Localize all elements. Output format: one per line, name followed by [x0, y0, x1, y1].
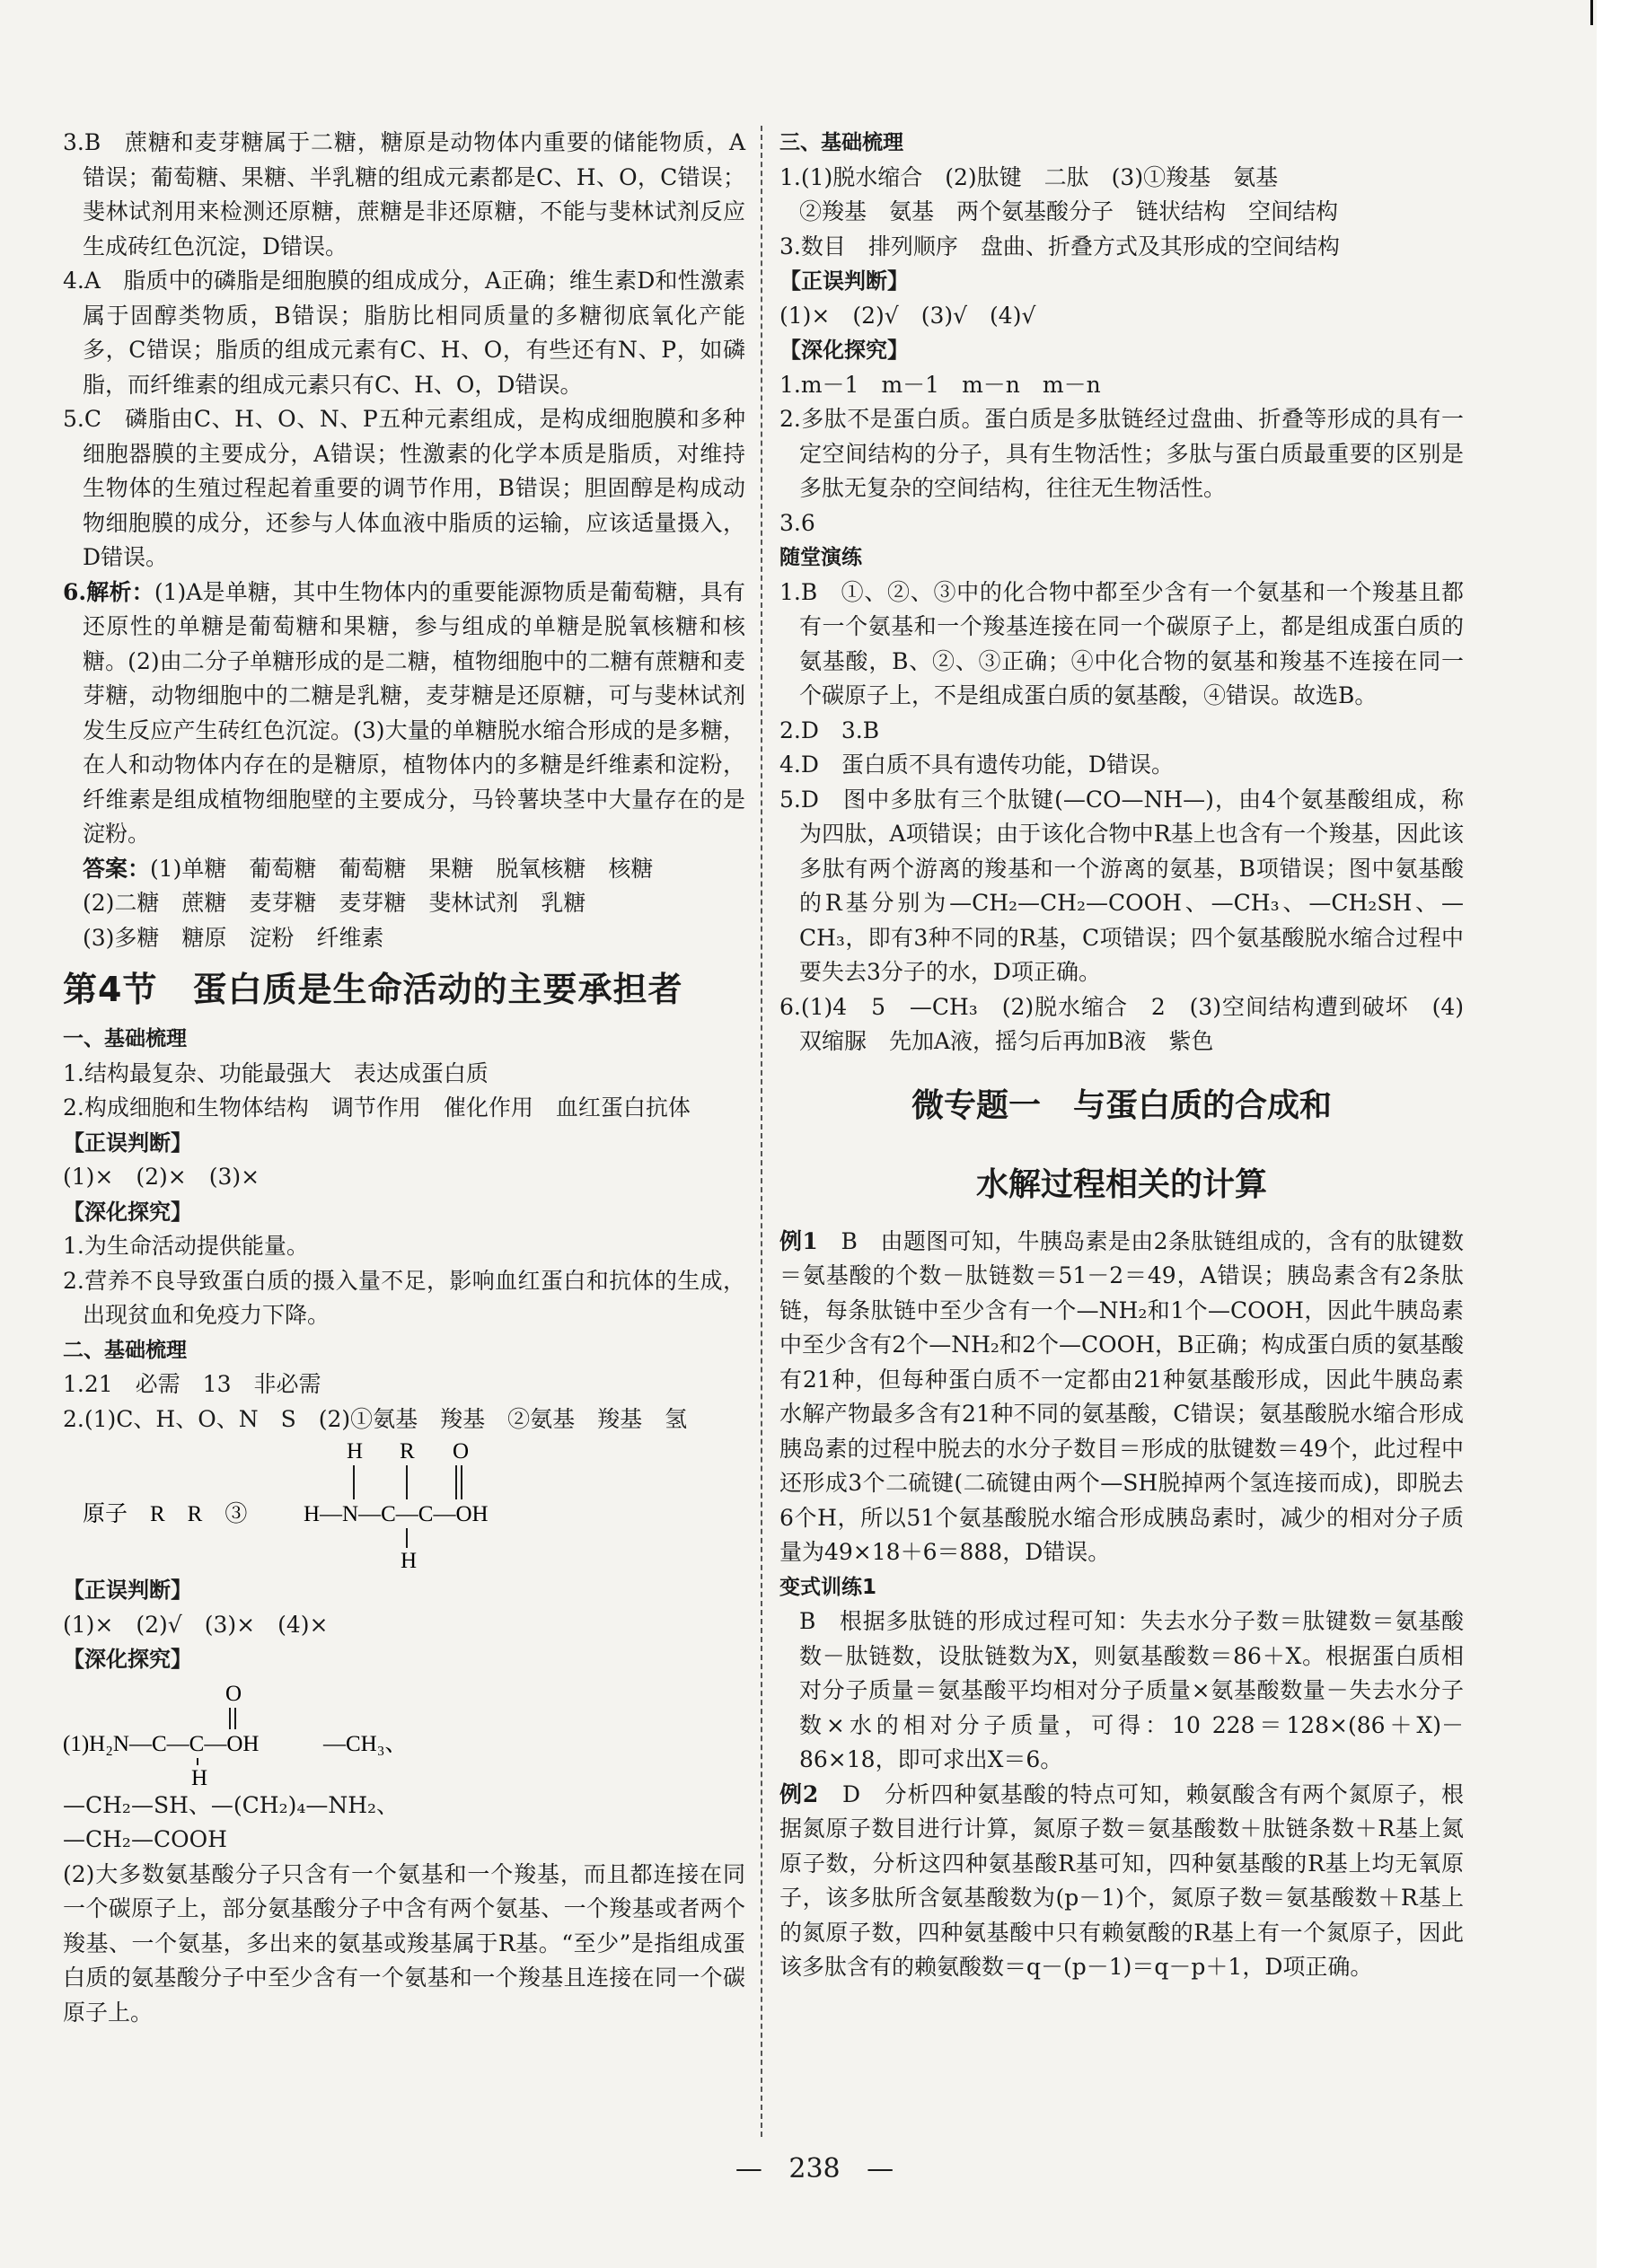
variant-training-1: B 根据多肽链的形成过程可知：失去水分子数＝肽键数＝氨基酸数－肽链数，设肽链数为X，则氨基酸数＝86＋X。根据蛋白质相对分子质量＝氨基酸平均相对分子质量×氨基酸数量－失去水分子数×水的相对分子质量，可得：10 228＝128×(86＋X)－86×18，即可求出X＝6。 [799, 1608, 1464, 1772]
variant-training-label: 变式训练1 [779, 1575, 877, 1599]
topic-title-line-2: 水解过程相关的计算 [975, 1165, 1267, 1203]
s1-explore-2: 2.营养不良导致蛋白质的摄入量不足，影响血红蛋白和抗体的生成，出现贫血和免疫力下降。 [63, 1267, 745, 1328]
answer-q6-key-1 [63, 852, 745, 887]
aa-chain: H—N—C—C—OH [304, 1502, 489, 1526]
right-column [779, 126, 1464, 1985]
s3-line-3: 3.数目 排列顺序 盘曲、折叠方式及其形成的空间结构 [779, 233, 1340, 259]
practice-head: 随堂演练 [779, 546, 862, 569]
s3-explore-1: 1.m－1 m－1 m－n m－n [779, 371, 1101, 398]
explore-box-2: 【深化探究】 [63, 1647, 192, 1672]
topic-title [779, 1067, 1464, 1225]
page-edge [1597, 0, 1629, 2268]
explore-box-1: 【深化探究】 [63, 1199, 192, 1225]
explore-structure [63, 1679, 745, 1787]
answer-q3: 3.B 蔗糖和麦芽糖属于二糖，糖原是动物体内重要的储能物质，A错误；葡萄糖、果糖、半乳糖的组成元素都是C、H、O，C错误；斐林试剂用来检测还原糖，蔗糖是非还原糖，不能与斐林试剂反应生成砖红色沉淀，D错误。 [63, 129, 745, 259]
amino-acid-formula-svg [63, 1438, 745, 1571]
ex-bottom-h: H [191, 1765, 208, 1787]
example-2 [779, 1778, 1464, 1985]
example-1 [779, 1225, 1464, 1570]
s3-line-1: 1.(1)脱水缩合 (2)肽键 二肽 (3)①羧基 氨基 [779, 163, 1279, 190]
s1-line-2: 2.构成细胞和生物体结构 调节作用 催化作用 血红蛋白抗体 [63, 1094, 691, 1121]
example-2-label: 例2 [779, 1780, 819, 1807]
q6-label: 6.解析： [63, 578, 154, 605]
explore-groups-2: —CH₂—SH、—(CH₂)₄—NH₂、 [63, 1791, 400, 1818]
aa-top-h: H [347, 1439, 364, 1464]
answer-q6 [63, 576, 745, 852]
explore-box-3: 【深化探究】 [779, 338, 909, 363]
practice-6: 6.(1)4 5 —CH₃ (2)脱水缩合 2 (3)空间结构遭到破坏 (4)双缩脲 先加A液，摇匀后再加B液 紫色 [779, 993, 1464, 1054]
s3-explore-3: 3.6 [779, 509, 815, 536]
s2-line-2: 2.(1)C、H、O、N S (2)①氨基 羧基 ②氨基 羧基 氢 [63, 1405, 688, 1432]
subsection-head-2: 二、基础梳理 [63, 1338, 187, 1362]
q6-body: (1)A是单糖，其中生物体内的重要能源物质是葡萄糖，具有还原性的单糖是葡萄糖和果糖，参与组成的单糖是脱氧核糖和核糖。(2)由二分子单糖形成的是二糖，植物细胞中的二糖有蔗糖和麦芽糖，动物细胞中的二糖是乳糖，麦芽糖是还原糖，可与斐林试剂发生反应产生砖红色沉淀。(3)大量的单糖脱水缩合形成的是多糖，在人和动物体内存在的是糖原，植物体内的多糖是纤维素和淀粉，纤维素是组成植物细胞壁的主要成分，马铃薯块茎中大量存在的是淀粉。 [83, 578, 745, 847]
answer-label: 答案： [83, 855, 151, 882]
page-footer [0, 2153, 1629, 2184]
left-column [63, 126, 745, 2030]
section-title: 第4节 蛋白质是生命活动的主要承担者 [63, 970, 683, 1009]
explore-p2: (2)大多数氨基酸分子只含有一个氨基和一个羧基，而且都连接在同一个碳原子上，部分氨基酸分子中含有两个氨基、一个羧基或者两个羧基、一个氨基，多出来的氨基或羧基属于R基。“至少”是指组成蛋白质的氨基酸分子中至少含有一个氨基和一个羧基且连接在同一个碳原子上。 [63, 1860, 745, 2026]
subsection-head-3: 三、基础梳理 [779, 131, 903, 154]
page-number: 238 [788, 2153, 841, 2184]
s2-judge: (1)× (2)√ (3)× (4)× [63, 1611, 329, 1638]
aa-top-o: O [453, 1439, 470, 1464]
judge-box-2: 【正误判断】 [63, 1578, 192, 1603]
answer-q6-key-3: (3)多糖 糖原 淀粉 纤维素 [83, 924, 384, 951]
ex-chain: (1)H₂N—C—C—OH [63, 1731, 260, 1756]
example-1-body: B 由题图可知，牛胰岛素是由2条肽链组成的，含有的肽键数＝氨基酸的个数－肽链数＝51－2＝49，A错误；胰岛素含有2条肽链，每条肽链中至少含有一个—NH₂和1个—COOH，因此牛胰岛素中至少含有2个—NH₂和2个—COOH，B正确；构成蛋白质的氨基酸有21种，但每种蛋白质不一定都由21种氨基酸形成，因此牛胰岛素水解产物最多含有21种不同的氨基酸，C错误；氨基酸脱水缩合形成胰岛素的过程中脱去的水分子数目＝形成的肽键数＝49个，此过程中还形成3个二硫键(二硫键由两个—SH脱掉两个氢连接而成)，即脱去6个H，所以51个氨基酸脱水缩合形成胰岛素时，减少的相对分子质量为49×18＋6＝888，D错误。 [779, 1227, 1464, 1565]
column-divider [761, 126, 762, 2137]
practice-5: 5.D 图中多肽有三个肽键(—CO—NH—)，由4个氨基酸组成，称为四肽，A项错误；由于该化合物中R基上也含有一个羧基，因此该多肽有两个游离的羧基和一个游离的氨基，B项错误；图中氨基酸的R基分别为—CH₂—CH₂—COOH、—CH₃、—CH₂SH、—CH₃，即有3种不同的R基，C项错误；四个氨基酸脱水缩合过程中要失去3分子的水，D项正确。 [779, 786, 1464, 985]
answer-q4: 4.A 脂质中的磷脂是细胞膜的组成成分，A正确；维生素D和性激素属于固醇类物质，B错误；脂肪比相同质量的多糖彻底氧化产能多，C错误；脂质的组成元素有C、H、O，有些还有N、P，如磷脂，而纤维素的组成元素只有C、H、O，D错误。 [63, 268, 745, 398]
practice-2: 2.D 3.B [779, 716, 880, 743]
practice-1: 1.B ①、②、③中的化合物中都至少含有一个氨基和一个羧基且都有一个氨基和一个羧基连接在同一个碳原子上，都是组成蛋白质的氨基酸，B、②、③正确；④中化合物的氨基和羧基不连接在同一个碳原子上，不是组成蛋白质的氨基酸，④错误。故选B。 [779, 578, 1464, 708]
explore-groups-3: —CH₂—COOH [63, 1826, 227, 1852]
answer-q5: 5.C 磷脂由C、H、O、N、P五种元素组成，是构成细胞膜和多种细胞器膜的主要成分，A错误；性激素的化学本质是脂质，对维持生物体的生殖过程起着重要的调节作用，B错误；胆固醇是构成动物细胞膜的成分，还参与人体血液中脂质的运输，应该适量摄入，D错误。 [63, 406, 745, 570]
answer-q6-key-2: (2)二糖 蔗糖 麦芽糖 麦芽糖 斐林试剂 乳糖 [83, 890, 586, 916]
aa-top-r: R [400, 1439, 415, 1464]
footer-dash-left: — [735, 2153, 762, 2184]
footer-dash-right: — [867, 2153, 894, 2184]
s3-judge: (1)× (2)√ (3)√ (4)√ [779, 302, 1036, 329]
explore-formula-svg [63, 1679, 745, 1787]
amino-acid-structure [63, 1438, 745, 1571]
judge-box-1: 【正误判断】 [63, 1130, 192, 1156]
practice-4: 4.D 蛋白质不具有遗传功能，D错误。 [779, 752, 1174, 778]
ex-groups-1: —CH₃、 [323, 1731, 408, 1756]
corner-mark [1590, 0, 1593, 25]
answer-key-1: (1)单糖 葡萄糖 葡萄糖 果糖 脱氧核糖 核糖 [150, 855, 654, 882]
s1-explore-1: 1.为生命活动提供能量。 [63, 1233, 309, 1259]
s2-line-1: 1.21 必需 13 非必需 [63, 1371, 321, 1397]
s3-line-2: ②羧基 氨基 两个氨基酸分子 链状结构 空间结构 [799, 198, 1339, 224]
aa-bottom-h: H [401, 1549, 418, 1571]
ex-top-o: O [225, 1681, 242, 1706]
atom-text: 原子 R R ③ [83, 1502, 248, 1526]
s3-explore-2: 2.多肽不是蛋白质。蛋白质是多肽链经过盘曲、折叠等形成的具有一定空间结构的分子，具有生物活性；多肽与蛋白质最重要的区别是多肽无复杂的空间结构，往往无生物活性。 [779, 406, 1464, 501]
s1-judge: (1)× (2)× (3)× [63, 1164, 260, 1190]
subsection-head-1: 一、基础梳理 [63, 1027, 187, 1050]
s1-line-1: 1.结构最复杂、功能最强大 表达成蛋白质 [63, 1059, 489, 1086]
topic-title-line-1: 微专题一 与蛋白质的合成和 [911, 1086, 1332, 1124]
example-1-label: 例1 [779, 1227, 818, 1254]
example-2-body: D 分析四种氨基酸的特点可知，赖氨酸含有两个氮原子，根据氮原子数目进行计算，氮原子数＝氨基酸数＋肽链条数＋R基上氮原子数，分析这四种氨基酸R基可知，四种氨基酸的R基上均无氧原子，该多肽所含氨基酸数为(p－1)个，氮原子数＝氨基酸数＋R基上的氮原子数，四种氨基酸中只有赖氨酸的R基上有一个氮原子，因此该多肽含有的赖氨酸数＝q－(p－1)＝q－p＋1，D项正确。 [779, 1780, 1464, 1980]
judge-box-3: 【正误判断】 [779, 268, 909, 294]
